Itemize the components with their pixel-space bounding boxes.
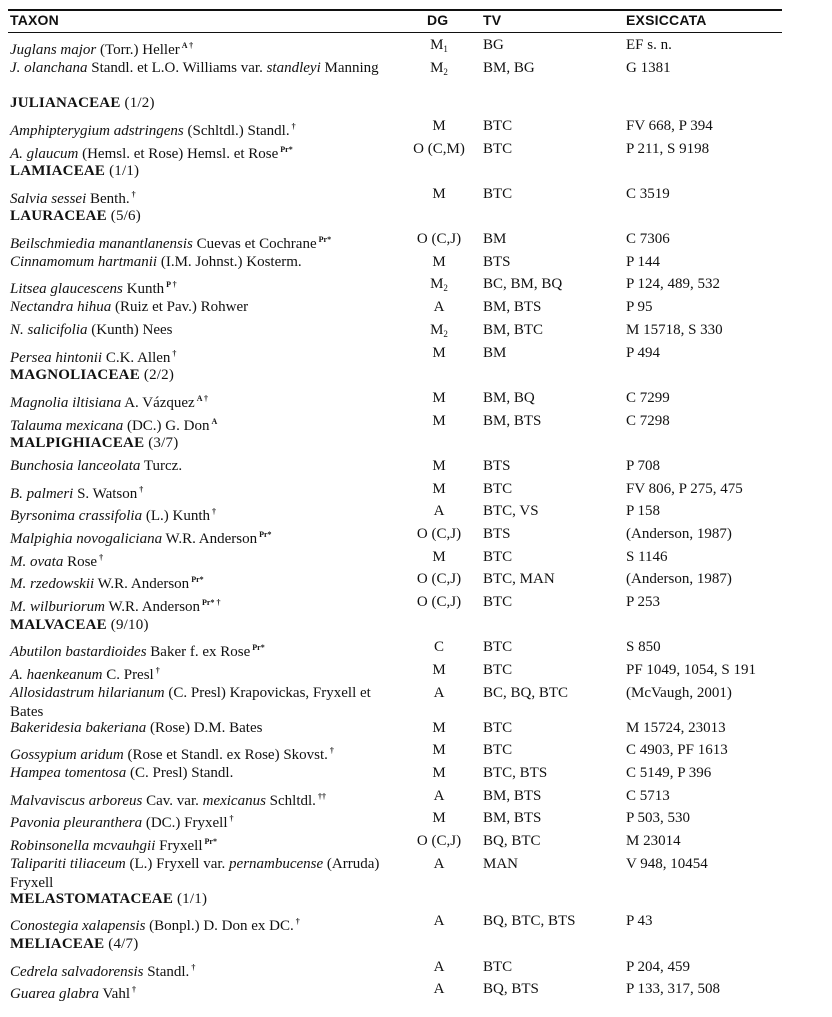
taxon-cell — [10, 980, 382, 1004]
family-name: LAURACEAE — [10, 208, 107, 224]
exsiccata-cell: (Anderson, 1987) — [626, 571, 732, 587]
exsiccata-cell: M 15724, 23013 — [626, 720, 726, 736]
taxon-cell — [10, 321, 382, 340]
taxon-author: W.R. Anderson — [162, 531, 258, 547]
taxon-marks: Pr* — [252, 643, 265, 652]
exsiccata-cell: P 124, 489, 532 — [626, 276, 721, 292]
tv-cell: BM, BTS — [483, 299, 542, 315]
taxon-cell — [10, 457, 382, 476]
dg-value: M — [430, 37, 444, 53]
taxon-author: Baker f. ex Rose — [146, 644, 251, 660]
taxon-author: (Hemsl. et Rose) Hemsl. et Rose — [78, 146, 279, 162]
family-count: (1/1) — [109, 163, 140, 179]
dg-value: M — [432, 742, 446, 758]
family-name: MELASTOMATACEAE — [10, 891, 174, 907]
taxon-marks: † — [131, 190, 136, 199]
exsiccata-cell: EF s. n. — [626, 37, 672, 53]
taxon-author: (L.) Kunth — [142, 508, 210, 524]
tv-cell: BTS — [483, 458, 511, 474]
dg-value: C — [433, 639, 444, 655]
taxon-author: (DC.) Fryxell — [142, 815, 228, 831]
taxon-author: (I.M. Johnst.) Kosterm. — [157, 254, 302, 270]
family-name: MAGNOLIACEAE — [10, 367, 140, 383]
family-heading — [10, 207, 141, 226]
taxon-marks: Pr* — [204, 837, 217, 846]
taxon-cell — [10, 855, 382, 893]
taxon-marks: † — [229, 814, 234, 823]
exsiccata-cell: P 211, S 9198 — [626, 141, 710, 157]
taxon-author: Turcz. — [140, 458, 183, 474]
exsiccata-cell: C 7298 — [626, 413, 670, 429]
taxon-author: (Torr.) Heller — [96, 42, 180, 58]
taxon-cell — [10, 570, 382, 594]
dg-value: A — [433, 856, 445, 872]
taxon-author: A. Vázquez — [121, 395, 195, 411]
family-name: MALPIGHIACEAE — [10, 435, 145, 451]
taxon-name-italic: Byrsonima crassifolia — [10, 508, 143, 524]
tv-cell: BM, BTS — [483, 810, 542, 826]
tv-cell: BTC — [483, 720, 513, 736]
taxon-cell — [10, 548, 382, 572]
dg-cell — [408, 593, 470, 612]
dg-value: M — [432, 765, 446, 781]
taxon-author: C.K. Allen — [102, 350, 171, 366]
taxon-cell — [10, 344, 382, 368]
taxon-author: (Rose et Standl. ex Rose) Skovst. — [123, 747, 328, 763]
taxon-author: W.R. Anderson — [105, 599, 201, 615]
taxon-name-italic: M. wilburiorum — [10, 599, 106, 615]
family-count: (4/7) — [108, 936, 139, 952]
taxon-name-italic: Malvaviscus arboreus — [10, 793, 143, 809]
exsiccata-cell: M 15718, S 330 — [626, 322, 723, 338]
dg-subscript: 2 — [443, 67, 448, 77]
taxon-author: Rose — [63, 554, 98, 570]
dg-value: A — [433, 913, 445, 929]
dg-value: M — [430, 322, 444, 338]
taxon-cell — [10, 741, 382, 765]
taxon-marks: Pr* † — [202, 598, 221, 607]
exsiccata-cell: FV 806, P 275, 475 — [626, 481, 743, 497]
tv-cell: BTC — [483, 594, 513, 610]
dg-cell — [408, 389, 470, 408]
exsiccata-cell: S 850 — [626, 639, 661, 655]
taxon-name-italic: B. palmeri — [10, 486, 74, 502]
dg-cell — [408, 275, 470, 298]
tv-cell: BM, BQ — [483, 390, 535, 406]
dg-value: O (C,J) — [416, 526, 462, 542]
taxon-cell — [10, 809, 382, 833]
dg-cell — [408, 548, 470, 567]
dg-value: M — [432, 549, 446, 565]
dg-cell — [408, 230, 470, 249]
tv-cell: BG — [483, 37, 504, 53]
exsiccata-cell: M 23014 — [626, 833, 681, 849]
dg-cell — [408, 140, 470, 159]
dg-cell — [408, 480, 470, 499]
family-heading — [10, 162, 139, 181]
family-count: (1/2) — [124, 95, 155, 111]
taxon-marks: Pr* — [318, 235, 332, 244]
tv-cell: BQ, BTC, BTS — [483, 913, 576, 929]
taxon-cell — [10, 480, 382, 504]
taxon-author: W.R. Anderson — [94, 576, 190, 592]
dg-subscript: 2 — [443, 329, 448, 339]
taxon-name-italic: mexicanus — [202, 793, 266, 809]
tv-cell: MAN — [483, 856, 519, 872]
taxon-cell — [10, 117, 382, 141]
taxon-name-italic: pernambucense — [229, 856, 324, 872]
dg-value: M — [432, 662, 446, 678]
exsiccata-cell: C 7299 — [626, 390, 670, 406]
taxon-cell — [10, 298, 382, 317]
tv-cell: BTC — [483, 141, 513, 157]
exsiccata-cell: P 144 — [626, 254, 661, 270]
exsiccata-cell: P 204, 459 — [626, 959, 691, 975]
tv-cell: BM, BTC — [483, 322, 544, 338]
dg-value: M — [432, 720, 446, 736]
tv-cell: BTC — [483, 639, 513, 655]
taxon-cell — [10, 832, 382, 856]
tv-cell: BM, BTS — [483, 413, 542, 429]
tv-cell: BC, BM, BQ — [483, 276, 563, 292]
dg-cell — [408, 719, 470, 738]
exsiccata-cell: C 7306 — [626, 231, 670, 247]
family-name: JULIANACEAE — [10, 95, 121, 111]
tv-cell: BQ, BTC — [483, 833, 541, 849]
taxon-author: Cav. var. — [142, 793, 203, 809]
dg-cell — [408, 638, 470, 657]
family-count: (1/1) — [176, 891, 208, 907]
taxon-name-italic: Allosidastrum hilarianum — [10, 685, 165, 701]
dg-cell — [408, 117, 470, 136]
taxon-author: (C. Presl) Krapovickas, Fryxell et Bates — [10, 685, 371, 720]
dg-cell — [408, 321, 470, 344]
family-name: LAMIACEAE — [10, 163, 106, 179]
taxon-name-italic: Bakeridesia bakeriana — [10, 720, 147, 736]
dg-value: M — [432, 254, 446, 270]
dg-value: M — [432, 458, 446, 474]
family-count: (9/10) — [110, 617, 149, 633]
tv-cell: BTC — [483, 549, 513, 565]
tv-cell: BM, BTS — [483, 788, 542, 804]
taxon-name-italic: A. haenkeanum — [10, 667, 103, 683]
taxon-name-italic: M. ovata — [10, 554, 64, 570]
taxon-author: Fryxell — [155, 838, 203, 854]
dg-value: M — [432, 390, 446, 406]
dg-cell — [408, 958, 470, 977]
tv-cell: BTS — [483, 254, 511, 270]
family-name: MALVACEAE — [10, 617, 107, 633]
exsiccata-cell: (McVaugh, 2001) — [626, 685, 732, 701]
dg-value: O (C,J) — [416, 571, 462, 587]
exsiccata-cell: P 43 — [626, 913, 653, 929]
tv-cell: BTC, MAN — [483, 571, 555, 587]
tv-cell: BTC — [483, 742, 513, 758]
family-name: MELIACEAE — [10, 936, 105, 952]
taxon-marks: P † — [166, 280, 177, 289]
taxon-marks: A — [211, 417, 218, 426]
taxon-cell — [10, 958, 382, 982]
header-rule — [8, 32, 782, 33]
taxon-marks: † — [191, 963, 196, 972]
dg-value: A — [433, 685, 445, 701]
header-tv: TV — [483, 12, 502, 28]
dg-cell — [408, 832, 470, 851]
taxon-author: Kunth — [122, 281, 165, 297]
family-count: (2/2) — [143, 367, 175, 383]
taxon-name-italic: Malpighia novogaliciana — [10, 531, 163, 547]
exsiccata-cell: P 253 — [626, 594, 661, 610]
taxon-name-italic: Litsea glaucescens — [10, 281, 123, 297]
taxon-author: (C. Presl) Standl. — [126, 765, 234, 781]
tv-cell: BTC, BTS — [483, 765, 548, 781]
dg-cell — [408, 298, 470, 317]
exsiccata-cell: G 1381 — [626, 60, 671, 76]
taxon-author: C. Presl — [102, 667, 154, 683]
taxon-name-italic: Talipariti tiliaceum — [10, 856, 126, 872]
taxon-author: (Ruiz et Pav.) Rohwer — [111, 299, 249, 315]
taxon-marks: Pr* — [259, 530, 272, 539]
taxon-marks: † — [139, 485, 144, 494]
dg-subscript: 2 — [443, 283, 448, 293]
taxon-marks: † — [212, 507, 216, 516]
taxon-name-italic: Hampea tomentosa — [10, 765, 127, 781]
taxon-cell — [10, 764, 382, 783]
taxon-author: (Arruda) Fryxell — [10, 856, 380, 891]
taxon-name-italic: Talauma mexicana — [10, 418, 124, 434]
dg-cell — [408, 457, 470, 476]
taxon-name-italic: Guarea glabra — [10, 986, 100, 1002]
dg-cell — [408, 570, 470, 589]
dg-cell — [408, 185, 470, 204]
dg-cell — [408, 684, 470, 703]
exsiccata-cell: P 95 — [626, 299, 653, 315]
exsiccata-cell: C 5713 — [626, 788, 670, 804]
tv-cell: BTC — [483, 118, 513, 134]
taxon-author: (Rose) D.M. Bates — [146, 720, 263, 736]
exsiccata-cell: S 1146 — [626, 549, 668, 565]
taxon-cell — [10, 638, 382, 662]
tv-cell: BTC, VS — [483, 503, 539, 519]
family-heading — [10, 366, 174, 385]
dg-value: M — [432, 186, 446, 202]
dg-cell — [408, 253, 470, 272]
dg-subscript: 1 — [443, 44, 448, 54]
taxon-name-italic: Robinsonella mcvauhgii — [10, 838, 156, 854]
dg-value: A — [433, 299, 445, 315]
taxon-cell — [10, 275, 382, 299]
taxon-cell — [10, 684, 382, 722]
exsiccata-cell: (Anderson, 1987) — [626, 526, 732, 542]
taxon-name-italic: Nectandra hihua — [10, 299, 112, 315]
taxon-marks: † — [291, 122, 296, 131]
taxon-name-italic: Juglans major — [10, 42, 97, 58]
header-taxon: TAXON — [10, 12, 59, 28]
exsiccata-cell: V 948, 10454 — [626, 856, 708, 872]
taxon-cell — [10, 525, 382, 549]
dg-cell — [408, 809, 470, 828]
tv-cell: BC, BQ, BTC — [483, 685, 569, 701]
dg-cell — [408, 912, 470, 931]
family-heading — [10, 434, 178, 453]
taxon-marks: A † — [196, 394, 209, 403]
tv-cell: BM, BG — [483, 60, 535, 76]
taxon-author: (Schltdl.) Standl. — [183, 123, 290, 139]
taxon-name-italic: Beilschmiedia manantlanensis — [10, 236, 193, 252]
dg-value: A — [433, 959, 445, 975]
taxon-cell — [10, 140, 382, 164]
taxon-name-italic: standleyi — [266, 60, 321, 76]
taxon-cell — [10, 412, 382, 436]
dg-cell — [408, 59, 470, 82]
taxon-author: Standl. — [143, 964, 190, 980]
taxon-cell — [10, 36, 382, 60]
top-rule-thick — [8, 9, 782, 11]
taxon-name-italic: M. rzedowskii — [10, 576, 95, 592]
taxon-name-italic: Bunchosia lanceolata — [10, 458, 141, 474]
dg-value: M — [432, 413, 446, 429]
taxon-author: Standl. et L.O. Williams var. — [87, 60, 267, 76]
exsiccata-cell: P 503, 530 — [626, 810, 691, 826]
taxon-cell — [10, 593, 382, 617]
exsiccata-cell: C 3519 — [626, 186, 670, 202]
taxon-name-italic: A. glaucum — [10, 146, 79, 162]
dg-value: M — [430, 60, 444, 76]
exsiccata-cell: P 494 — [626, 345, 661, 361]
taxon-cell — [10, 787, 382, 811]
taxon-author: (Kunth) Nees — [87, 322, 173, 338]
dg-cell — [408, 787, 470, 806]
family-heading — [10, 935, 138, 954]
tv-cell: BTC — [483, 186, 513, 202]
taxon-name-italic: Gossypium aridum — [10, 747, 124, 763]
exsiccata-cell: C 5149, P 396 — [626, 765, 712, 781]
taxon-name-italic: Amphipterygium adstringens — [10, 123, 184, 139]
taxon-marks: † — [99, 553, 104, 562]
dg-value: M — [432, 481, 446, 497]
taxon-author: S. Watson — [73, 486, 138, 502]
family-heading — [10, 890, 207, 909]
taxon-name-italic: Cedrela salvadorensis — [10, 964, 144, 980]
taxon-author: (DC.) G. Don — [123, 418, 210, 434]
taxon-cell — [10, 185, 382, 209]
family-heading — [10, 94, 155, 113]
dg-value: M — [430, 276, 444, 292]
dg-cell — [408, 502, 470, 521]
dg-value: O (C,M) — [413, 141, 465, 157]
dg-cell — [408, 661, 470, 680]
taxon-marks: † — [155, 666, 160, 675]
taxon-marks: A † — [181, 41, 194, 50]
taxon-marks: † — [329, 746, 334, 755]
taxon-author: Schltdl. — [265, 793, 316, 809]
taxon-cell — [10, 389, 382, 413]
family-heading — [10, 616, 149, 635]
tv-cell: BTC — [483, 959, 513, 975]
taxon-name-italic: Salvia sessei — [10, 191, 87, 207]
dg-cell — [408, 741, 470, 760]
dg-value: A — [433, 788, 445, 804]
dg-value: M — [432, 810, 446, 826]
exsiccata-cell: PF 1049, 1054, S 191 — [626, 662, 757, 678]
dg-cell — [408, 525, 470, 544]
header-dg: DG — [427, 12, 449, 28]
dg-value: O (C,J) — [416, 833, 462, 849]
taxon-name-italic: J. olanchana — [10, 60, 88, 76]
header-exsiccata: EXSICCATA — [626, 12, 707, 28]
taxon-cell — [10, 59, 382, 78]
taxon-author: (L.) Fryxell var. — [125, 856, 230, 872]
taxon-author: (Bonpl.) D. Don ex DC. — [145, 918, 294, 934]
dg-cell — [408, 344, 470, 363]
taxon-marks: † — [132, 985, 137, 994]
dg-cell — [408, 764, 470, 783]
taxon-name-italic: N. salicifolia — [10, 322, 88, 338]
dg-cell — [408, 36, 470, 59]
taxon-author: Cuevas et Cochrane — [192, 236, 317, 252]
taxon-marks: †† — [317, 792, 326, 801]
taxon-marks: Pr* — [191, 575, 204, 584]
taxon-name-italic: Conostegia xalapensis — [10, 918, 146, 934]
taxon-cell — [10, 661, 382, 685]
taxon-cell — [10, 502, 382, 526]
taxon-cell — [10, 253, 382, 272]
tv-cell: BQ, BTS — [483, 981, 539, 997]
dg-value: O (C,J) — [416, 594, 462, 610]
exsiccata-cell: FV 668, P 394 — [626, 118, 713, 134]
tv-cell: BTC — [483, 481, 513, 497]
taxon-name-italic: Magnolia iltisiana — [10, 395, 122, 411]
taxon-marks: † — [295, 917, 300, 926]
taxon-cell — [10, 230, 382, 254]
dg-value: O (C,J) — [416, 231, 462, 247]
exsiccata-cell: C 4903, PF 1613 — [626, 742, 728, 758]
taxon-name-italic: Cinnamomum hartmanii — [10, 254, 158, 270]
family-count: (3/7) — [148, 435, 179, 451]
taxon-author: Vahl — [99, 986, 131, 1002]
exsiccata-cell: P 708 — [626, 458, 661, 474]
taxon-author: Benth. — [86, 191, 130, 207]
taxon-marks: Pr* — [280, 145, 293, 154]
tv-cell: BTC — [483, 662, 513, 678]
taxon-cell — [10, 719, 382, 738]
taxon-marks: † — [172, 349, 177, 358]
exsiccata-cell: P 158 — [626, 503, 661, 519]
dg-cell — [408, 855, 470, 874]
taxon-author: Manning — [320, 60, 379, 76]
exsiccata-cell: P 133, 317, 508 — [626, 981, 721, 997]
dg-value: A — [433, 503, 445, 519]
tv-cell: BM — [483, 231, 507, 247]
taxon-name-italic: Pavonia pleuranthera — [10, 815, 143, 831]
dg-value: M — [432, 345, 446, 361]
dg-value: A — [433, 981, 445, 997]
family-count: (5/6) — [110, 208, 141, 224]
taxon-cell — [10, 912, 382, 936]
dg-cell — [408, 980, 470, 999]
dg-cell — [408, 412, 470, 431]
dg-value: M — [432, 118, 446, 134]
tv-cell: BTS — [483, 526, 511, 542]
tv-cell: BM — [483, 345, 507, 361]
taxon-name-italic: Abutilon bastardioides — [10, 644, 147, 660]
taxon-name-italic: Persea hintonii — [10, 350, 103, 366]
